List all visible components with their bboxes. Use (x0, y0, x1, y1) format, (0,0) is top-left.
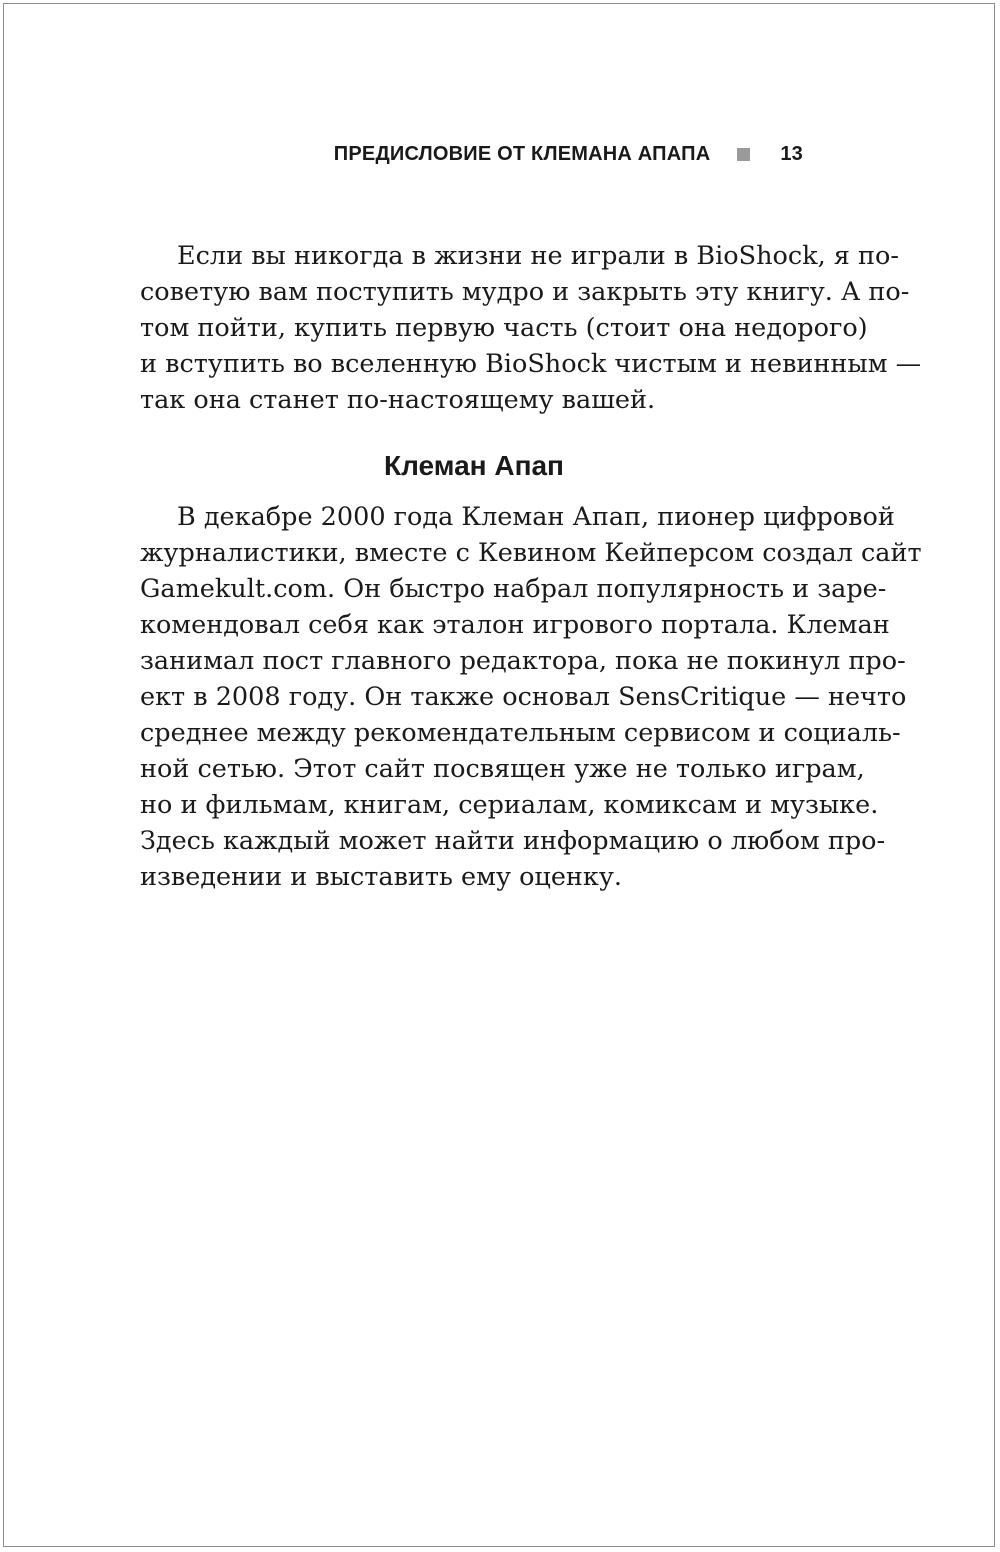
paragraph-line: комендовал себя как эталон игрового портала. Клеман (140, 610, 890, 640)
paragraph-line: но и фильмам, книгам, сериалам, комиксам и музыке. (140, 790, 879, 820)
intro-paragraph (140, 238, 922, 418)
section-heading: Клеман Апап (384, 450, 564, 481)
paragraph-line: среднее между рекомендательным сервисом и социаль- (140, 718, 901, 748)
paragraph-line: и вступить во вселенную BioShock чистым и невинным — (140, 349, 922, 379)
page-number: 13 (780, 143, 803, 165)
running-title: ПРЕДИСЛОВИЕ ОТ КЛЕМАНА АПАПА (333, 143, 711, 165)
paragraph-line: том пойти, купить первую часть (стоит она недорого) (140, 313, 868, 343)
paragraph-line: занимал пост главного редактора, пока не покинул про- (140, 646, 906, 676)
paragraph-line: советую вам поступить мудро и закрыть эту книгу. А по- (140, 277, 910, 307)
paragraph-line: ект в 2008 году. Он также основал SensCritique — нечто (140, 682, 907, 712)
paragraph-line: изведении и выставить ему оценку. (140, 862, 622, 892)
paragraph-line: В декабре 2000 года Клеман Апап, пионер цифровой (177, 502, 895, 532)
paragraph-line: так она станет по-настоящему вашей. (140, 385, 656, 415)
running-head (334, 143, 803, 166)
paragraph-line: Gamekult.com. Он быстро набрал популярность и заре- (140, 574, 887, 604)
paragraph-line: Если вы никогда в жизни не играли в BioShock, я по- (177, 241, 899, 271)
paragraph-line: журналистики, вместе с Кевином Кейперсом создал сайт (140, 538, 922, 568)
bio-paragraph (140, 499, 922, 895)
separator-square-icon (737, 148, 750, 161)
paragraph-line: Здесь каждый может найти информацию о любом про- (140, 826, 886, 856)
paragraph-line: ной сетью. Этот сайт посвящен уже не только играм, (140, 754, 865, 784)
